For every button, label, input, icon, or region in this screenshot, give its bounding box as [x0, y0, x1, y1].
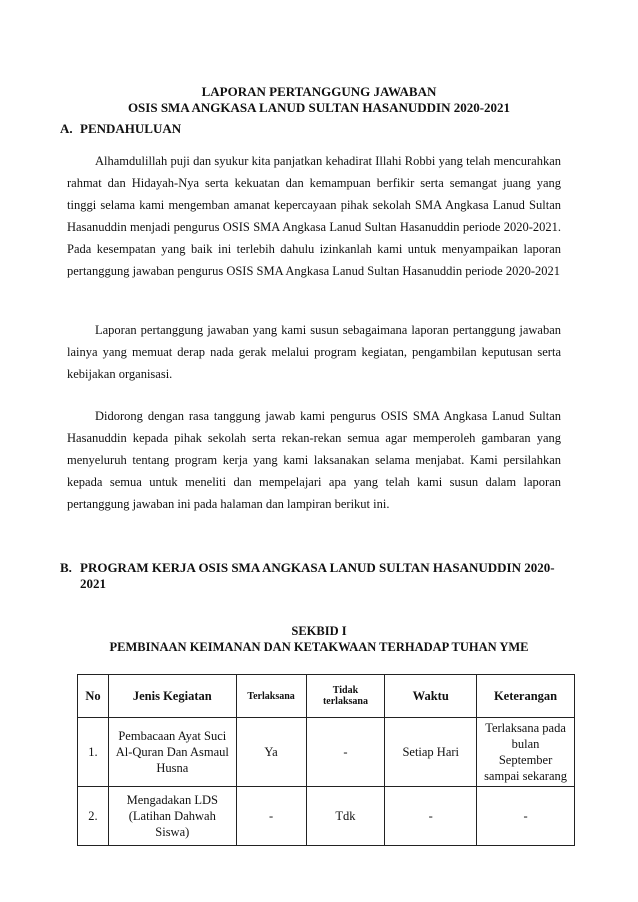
paragraph-1: Alhamdulillah puji dan syukur kita panjatkan kehadirat Illahi Robbi yang telah mencurahkan rahmat dan Hidayah-Nya serta kekuatan dan kemampuan berfikir serta semangat juang yang tinggi selama kami mengemban amanat kepercayaan pihak sekolah SMA Angkasa Lanud Sultan Hasanuddin menjadi pengurus OSIS SMA Angkasa Lanud Sultan Hasanuddin periode 2020-2021. Pada kesempatan yang baik ini terlebih dahulu izinkanlah kami untuk menyampaikan laporan pertanggung jawaban pengurus OSIS SMA Angkasa Lanud Sultan Hasanuddin periode 2020-2021 — [67, 154, 561, 278]
cell-jenis-line: (Latihan Dahwah — [128, 809, 216, 823]
header-tidak-line-1: Tidak — [332, 685, 359, 696]
header-tidak-terlaksana — [306, 675, 385, 718]
cell-jenis-line: Pembacaan Ayat Suci — [118, 729, 227, 743]
cell-waktu: Setiap Hari — [385, 718, 477, 787]
cell-jenis-line: Husna — [156, 761, 189, 775]
table-row — [78, 718, 575, 787]
cell-terlaksana: - — [236, 787, 306, 846]
section-b-title-line-1: PROGRAM KERJA OSIS SMA ANGKASA LANUD SULTAN HASANUDDIN 2020- — [80, 560, 555, 575]
section-a-letter: A. — [60, 121, 73, 136]
cell-jenis-line: Al-Quran Dan Asmaul — [115, 745, 229, 759]
section-b-heading — [60, 560, 560, 592]
section-a-heading — [60, 121, 181, 137]
paragraph-2: Laporan pertanggung jawaban yang kami susun sebagaimana laporan pertanggung jawaban lainya yang memuat derap nada gerak melalui program kegiatan, pengambilan keputusan serta kebijakan organisasi. — [67, 323, 561, 381]
cell-keterangan — [477, 718, 575, 787]
title-line-2: OSIS SMA ANGKASA LANUD SULTAN HASANUDDIN 2020-2021 — [127, 100, 511, 115]
header-jenis-kegiatan: Jenis Kegiatan — [108, 675, 236, 718]
section-a-title: PENDAHULUAN — [80, 121, 182, 136]
cell-tidak: Tdk — [306, 787, 385, 846]
cell-no: 2. — [78, 787, 109, 846]
header-waktu: Waktu — [385, 675, 477, 718]
cell-keterangan-line: Terlaksana pada — [485, 721, 566, 735]
program-table — [77, 674, 575, 846]
header-tidak-line-2: terlaksana — [322, 696, 368, 707]
cell-waktu: - — [385, 787, 477, 846]
section-b-letter: B. — [60, 560, 72, 575]
header-no: No — [78, 675, 109, 718]
cell-keterangan-line: September — [498, 753, 553, 767]
cell-terlaksana: Ya — [236, 718, 306, 787]
cell-jenis-line: Siswa) — [155, 825, 190, 839]
paragraph-3: Didorong dengan rasa tanggung jawab kami pengurus OSIS SMA Angkasa Lanud Sultan Hasanuddin kepada pihak sekolah serta rekan-rekan semua agar memperoleh gambaran yang menyeluruh tentang program kerja yang kami laksanakan selama menjabat. Kami persilahkan kepada semua untuk meneliti dan mempelajari apa yang telah kami susun dalam laporan pertanggung jawaban ini pada halaman dan lampiran berikut ini. — [67, 409, 561, 511]
cell-jenis — [108, 787, 236, 846]
section-b-title-line-2: 2021 — [80, 576, 106, 591]
cell-jenis — [108, 718, 236, 787]
table-header-row — [78, 675, 575, 718]
cell-keterangan — [477, 787, 575, 846]
sekbid-line-1: SEKBID I — [291, 624, 347, 638]
sekbid-line-2: PEMBINAAN KEIMANAN DAN KETAKWAAN TERHADAP TUHAN YME — [109, 640, 529, 654]
cell-tidak: - — [306, 718, 385, 787]
cell-keterangan-line: - — [523, 809, 528, 823]
cell-keterangan-line: sampai sekarang — [484, 769, 568, 783]
cell-keterangan-line: bulan — [511, 737, 540, 751]
table-row — [78, 787, 575, 846]
cell-no: 1. — [78, 718, 109, 787]
title-line-1: LAPORAN PERTANGGUNG JAWABAN — [201, 84, 437, 99]
cell-jenis-line: Mengadakan LDS — [126, 793, 218, 807]
header-terlaksana: Terlaksana — [236, 675, 306, 718]
document-title — [60, 84, 578, 116]
header-keterangan: Keterangan — [477, 675, 575, 718]
sekbid-heading — [60, 623, 578, 655]
